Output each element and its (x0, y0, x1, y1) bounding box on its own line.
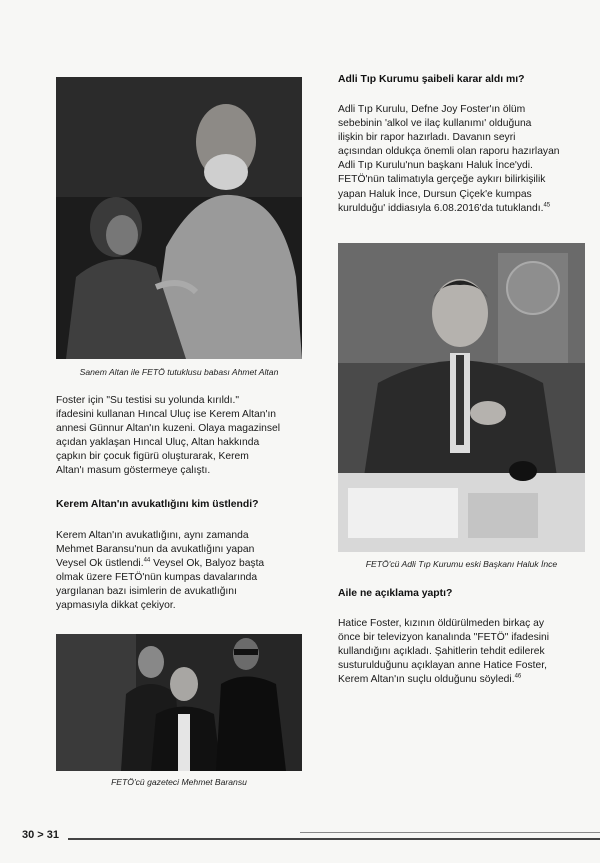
heading-adli-tip: Adli Tıp Kurumu şaibeli karar aldı mı? (338, 74, 525, 85)
photo3-caption: FETÖ'cü gazeteci Mehmet Baransu (111, 777, 247, 787)
left-paragraph-2: Kerem Altan'ın avukatlığını, aynı zamanda Mehmet Baransu'nun da avukatlığını yapan Veysel Ok üstlendi.$^{44}$ Veysel Ok, Balyoz başta olmak üzere FETÖ'nün kumpas davalarında yargılanan bazı isimlerin de avukatlığını yapmasıyla dikkat çekiyor. (56, 530, 265, 612)
heading-kerem-altan-avukat: Kerem Altan'ın avukatlığını kim üstlendi? (56, 499, 259, 510)
photo2-caption: FETÖ'cü Adli Tıp Kurumu eski Başkanı Haluk İnce (365, 559, 558, 569)
footnote-ref-46: 46 (514, 673, 522, 680)
page-number: 30 > 31 (22, 829, 60, 841)
left-paragraph-1: Foster için "Su testisi su yolunda kırıldı." ifadesini kullanan Hıncal Uluç ise Kerem Altan'ın annesi Günnur Altan'ın kuzeni. Olaya magazinsel açıdan yaklaşan Hıncal Uluç, Altan hakkında çapkın bir çocuk figürü oluşturarak, Kerem Altan'ı masum göstermeye çalıştı. (56, 395, 281, 477)
footnote-ref-45: 45 (543, 202, 551, 209)
footnote-ref-44: 44 (143, 557, 151, 564)
footer-rule (68, 838, 600, 840)
heading-aile-aciklama: Aile ne açıklama yaptı? (338, 588, 453, 599)
photo1-caption: Sanem Altan ile FETÖ tutuklusu babası Ahmet Altan (79, 367, 279, 377)
photo-haluk-ince (338, 243, 585, 552)
right-paragraph-2: Hatice Foster, kızının öldürülmeden birkaç ay önce bir televizyon kanalında "FETÖ" ifadesini kullandığını açıkladı. Şahitlerin tehdit edilerek susturulduğunu açıklayan anne Hatice Foster, Kerem Altan'ın suçlu olduğunu söyledi.$^{46}$ (338, 618, 550, 686)
footer-rule-secondary (300, 832, 600, 833)
right-paragraph-1: Adli Tıp Kurulu, Defne Joy Foster'ın ölüm sebebinin 'alkol ve ilaç kullanımı' olduğuna ilişkin bir rapor hazırladı. Davanın seyri açısından oldukça önemli olan raporu hazırlayan Adli Tıp Kurulu'nun başkanı Haluk İnce'ydi. FETÖ'nün talimatıyla gerçeğe aykırı bilirkişilik yapan Haluk İnce, Dursun Çiçek'e kumpas kurulduğu' iddiasıyla 6.08.2016'da tutuklandı.$^{45}$ (338, 104, 560, 214)
photo-sanem-ahmet-altan (56, 77, 302, 359)
photo-mehmet-baransu (56, 634, 302, 771)
